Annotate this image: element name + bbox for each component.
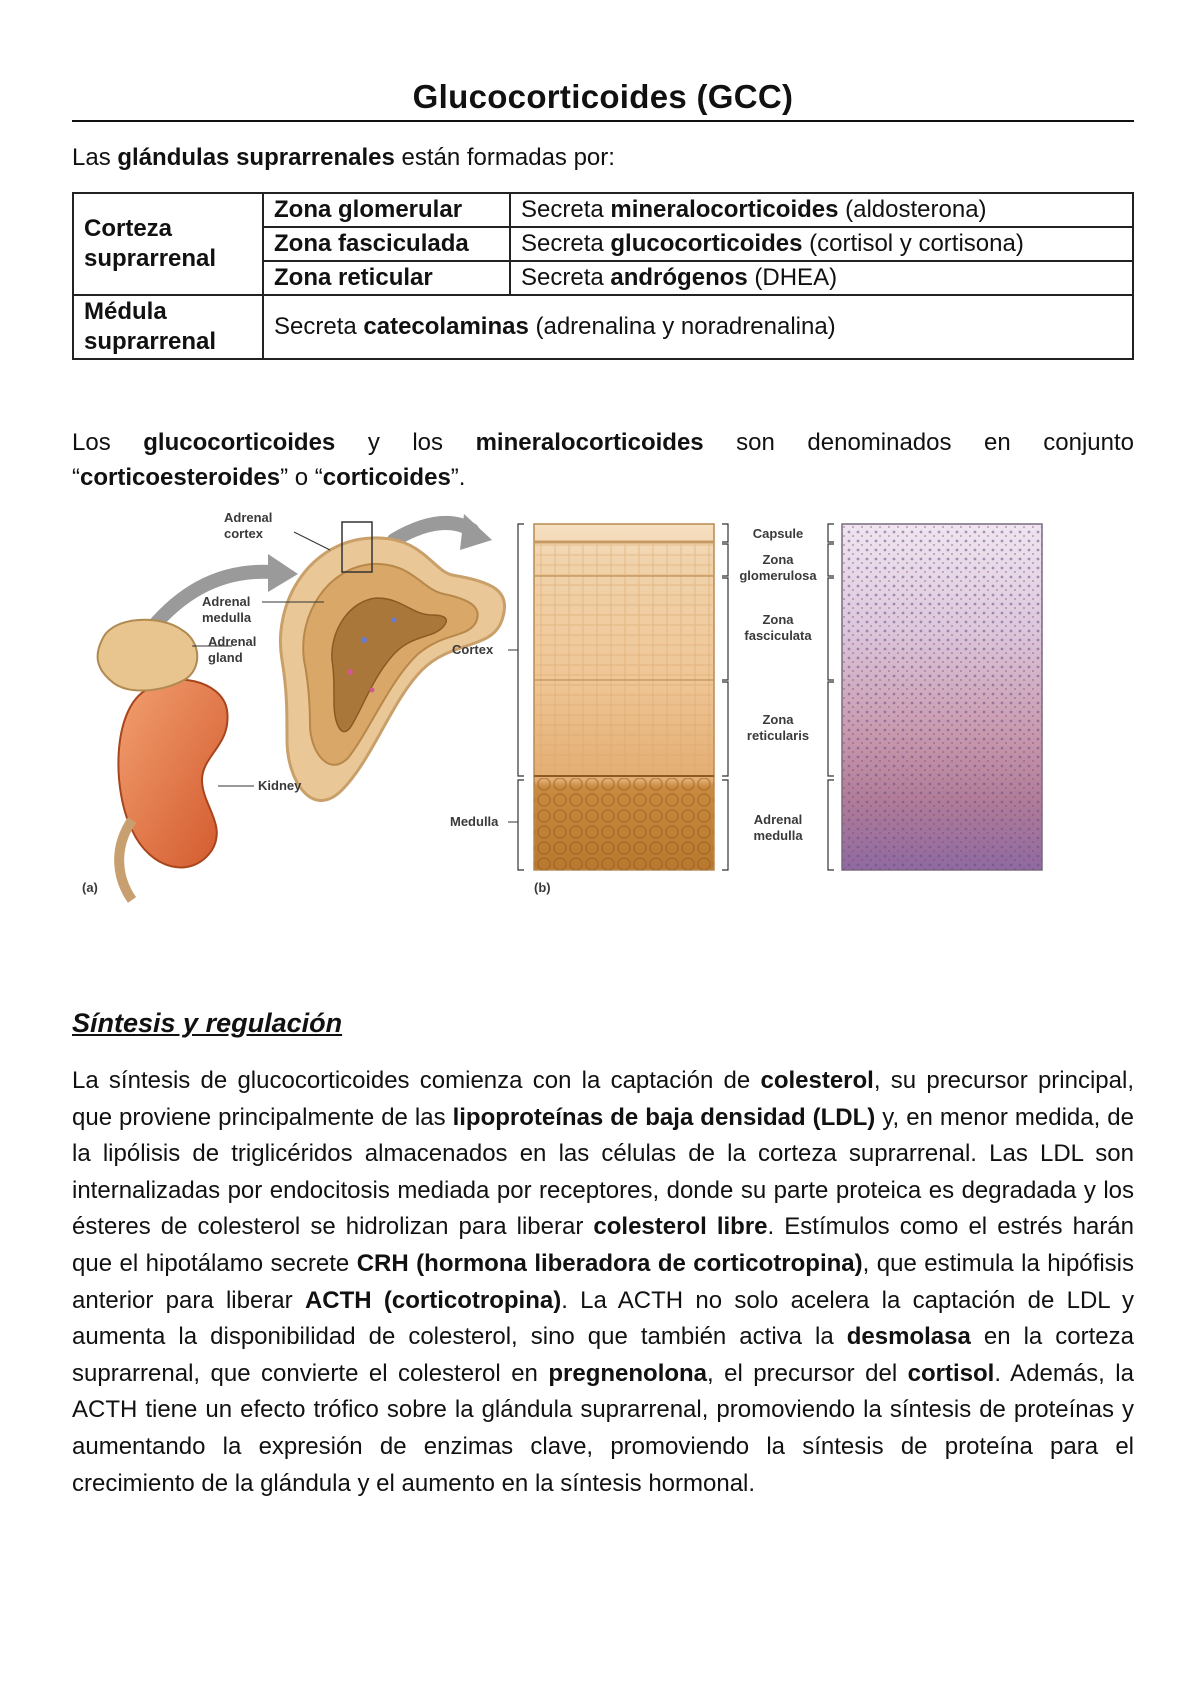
cell-text: (cortisol y cortisona) [802,230,1024,257]
panel-b-illustration [450,524,1042,895]
cell-text: Secreta [521,230,611,257]
panel-a-label: (a) [82,880,98,895]
para-text: Los [72,429,144,456]
page-title: Glucocorticoides (GCC) [412,78,794,115]
intro-bold: glándulas suprarrenales [117,144,395,171]
label-adrenal-medulla-b-1: Adrenal [753,812,803,827]
zone-secretion-cell [510,193,1133,227]
panel-b-label: (b) [534,880,551,895]
para-text: en la corteza suprarrenal, que convierte el colesterol en [72,1323,1134,1387]
zone-name-cell: Zona reticular [263,261,510,295]
para-text: . Además, la ACTH tiene un efecto trófico sobre la glándula suprarrenal, promoviendo la síntesis de proteínas y aumentando la expresión de enzimas clave, promoviendo la síntesis de proteína para el crecimiento de la glándula y el aumento en la síntesis hormonal. [72,1359,1134,1497]
label-adrenal-medulla-2: medulla [202,610,252,625]
zone-name-cell: Zona fasciculada [263,227,510,261]
para-text: , el precursor del [707,1359,908,1387]
label-adrenal-cortex-2: cortex [224,526,264,541]
para-text: . Estímulos como el estrés harán que el hipotálamo secrete [72,1213,1135,1277]
table-row [73,295,1133,359]
arrow-head-icon [460,514,492,550]
label-capsule: Capsule [752,526,804,541]
label-reticularis-2: reticularis [746,728,810,743]
intro-text: Las [72,144,118,171]
para-bold: mineralocorticoides [475,429,704,456]
para-text: ” o “ [280,464,323,491]
para-text: , que estimula la hipófisis anterior para liberar [72,1249,1134,1314]
cell-bold: catecolaminas [363,313,529,340]
para-text: son denominados en conjunto “ [72,429,1134,491]
para-bold: ACTH (corticotropina) [304,1286,562,1314]
ureter-shape [119,820,132,900]
cell-text: (adrenalina y noradrenalina) [528,313,836,340]
cell-bold: mineralocorticoides [610,196,839,223]
cell-text: Secreta [521,196,611,223]
kidney-shape [118,680,227,868]
para-bold: CRH (hormona liberadora de corticotropina) [356,1249,863,1277]
intro-sentence [72,143,615,173]
para-bold: glucocorticoides [143,429,336,456]
para-bold: corticoesteroides [80,464,281,491]
para-text: La síntesis de glucocorticoides comienza con la captación de [72,1067,761,1094]
para-text: ”. [450,464,466,491]
label-kidney: Kidney [258,778,302,793]
para-text: y los [335,429,476,456]
corticoid-paragraph [72,425,1134,495]
para-bold: pregnenolona [548,1359,708,1387]
medulla-label-cell: Médula suprarrenal [73,295,263,359]
label-cortex: Cortex [452,642,494,657]
label-glomerulosa-1: Zona [762,552,794,567]
para-bold: colesterol [760,1067,874,1094]
zone-secretion-cell [510,261,1133,295]
label-reticularis-1: Zona [762,712,794,727]
para-bold: desmolasa [846,1323,971,1351]
cell-bold: andrógenos [610,264,748,291]
para-bold: cortisol [907,1359,995,1387]
medulla-secretion-cell [263,295,1133,359]
label-adrenal-medulla-1: Adrenal [202,594,251,609]
para-bold: corticoides [322,464,451,491]
label-adrenal-gland-2: gland [208,650,243,665]
cell-text: (aldosterona) [838,196,987,223]
label-glomerulosa-2: glomerulosa [739,568,817,583]
table-row [73,193,1133,227]
cell-text: Secreta [521,264,611,291]
synthesis-paragraph [72,1063,1134,1502]
cell-text: Secreta [274,313,364,340]
zone-name-cell: Zona glomerular [263,193,510,227]
intro-text-end: están formadas por: [394,144,615,171]
zone-secretion-cell [510,227,1133,261]
section-heading: Síntesis y regulación [72,1008,343,1038]
cell-bold: glucocorticoides [610,230,803,257]
cortex-label-cell: Corteza suprarrenal [73,193,263,295]
label-fasciculata-2: fasciculata [744,628,812,643]
adrenal-gland-shape [98,620,198,691]
cell-text: (DHEA) [747,264,838,291]
para-bold: lipoproteínas de baja densidad (LDL) [452,1103,876,1131]
label-adrenal-gland-1: Adrenal [208,634,257,649]
adrenal-gland-figure [72,510,1134,980]
title-underline [72,120,1134,122]
adrenal-zones-table [72,192,1134,360]
label-fasciculata-1: Zona [762,612,794,627]
arrow-icon [394,523,472,540]
label-medulla: Medulla [450,814,499,829]
para-text: . La ACTH no solo acelera la captación de LDL y aumenta la disponibilidad de colesterol, sino que también activa la [72,1286,1135,1351]
para-bold: colesterol libre [593,1213,768,1241]
para-text: y, en menor medida, de la lipólisis de triglicéridos almacenados en las células de la corteza suprarrenal. Las LDL son internalizadas por endocitosis mediada por receptores, donde su parte proteica es degradada y los ésteres de colesterol se hidrolizan para liberar [72,1103,1134,1241]
label-adrenal-medulla-b-2: medulla [753,828,803,843]
panel-a-illustration [82,510,505,900]
label-adrenal-cortex-1: Adrenal [224,510,273,525]
para-text: , su precursor principal, que proviene principalmente de las [72,1067,1134,1131]
